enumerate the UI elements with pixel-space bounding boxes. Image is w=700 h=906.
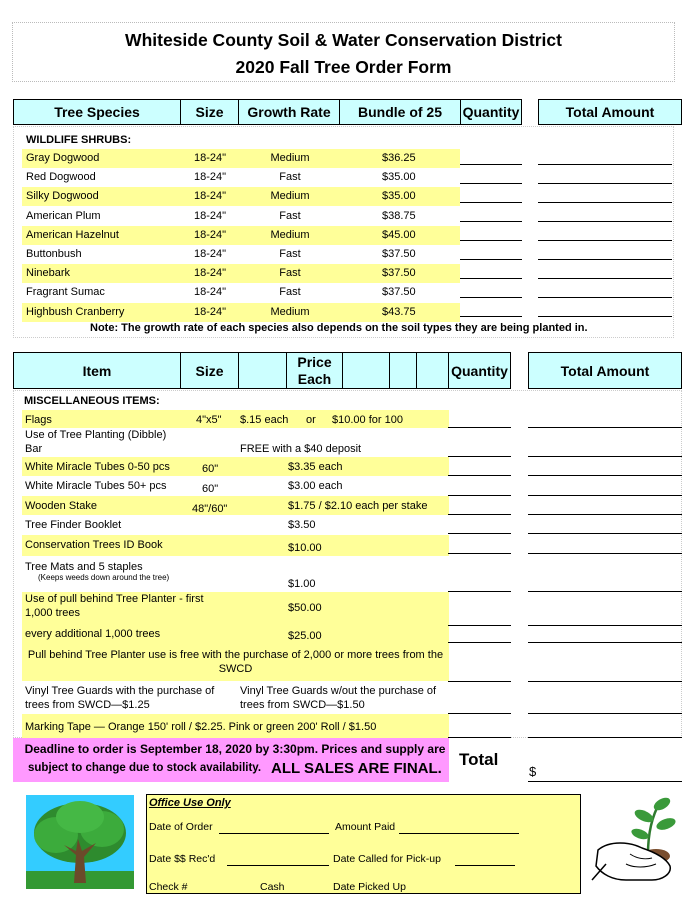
date-called-field[interactable] [455,865,515,866]
stake-price: $1.75 / $2.10 each per stake [288,500,428,512]
tree-name: Highbush Cranberry [26,306,125,318]
total-amount-line[interactable] [528,533,682,534]
date-of-order-field[interactable] [219,833,329,834]
header-tree-species: Tree Species [13,99,181,125]
total-amount-line[interactable] [528,514,682,515]
total-amount-line[interactable] [528,475,682,476]
tree-bundle-price: $35.00 [382,171,416,183]
total-amount-line[interactable] [528,642,682,643]
date-of-order-label: Date of Order [149,821,213,833]
oak-tree-icon [26,795,134,889]
tree-size: 18-24" [194,248,227,260]
guards-without: Vinyl Tree Guards w/out the purchase of trees from SWCD—$1.50 [240,685,437,711]
header-size: Size [180,99,239,125]
tree-size: 18-24" [194,306,227,318]
tubes1-name: White Miracle Tubes 0-50 pcs [25,461,170,473]
deadline-line-1: Deadline to order is September 18, 2020 by 3:30pm. Prices and supply are [24,742,446,756]
date-picked-up-field[interactable] [421,893,511,894]
total-amount-line[interactable] [538,183,672,184]
tree-name: Gray Dogwood [26,152,100,164]
dibble-name: Use of Tree Planting (Dibble) Bar [25,429,167,455]
dibble-price: FREE with a $40 deposit [240,443,362,455]
header-blank-3 [389,352,417,389]
additional-price: $25.00 [288,630,322,642]
tree-name: Buttonbush [26,248,82,260]
amount-paid-field[interactable] [399,833,519,834]
tree-bundle-price: $35.00 [382,190,416,202]
tree-name: Red Dogwood [26,171,96,183]
flags-or: or [306,414,316,426]
quantity-line[interactable] [448,737,511,738]
idbook-name: Conservation Trees ID Book [25,539,163,551]
marking-tape: Marking Tape — Orange 150' roll / $2.25. Pink or green 200' Roll / $1.50 [25,721,377,733]
quantity-line[interactable] [448,625,511,626]
quantity-line[interactable] [460,259,522,260]
tubes1-price: $3.35 each [288,461,343,473]
amount-paid-label: Amount Paid [335,821,396,833]
header-bundle: Bundle of 25 [339,99,461,125]
tree-size: 18-24" [194,267,227,279]
tree-row [0,306,460,320]
tree-bundle-price: $37.50 [382,248,416,260]
total-amount-line[interactable] [528,427,682,428]
tubes2-size: 60" [202,483,219,495]
total-amount-line[interactable] [528,495,682,496]
planter-name: Use of pull behind Tree Planter - first 1,000 trees [25,593,204,619]
planter-free-note: Pull behind Tree Planter use is free with the purchase of 2,000 or more trees from the SWCD [27,649,444,675]
cash-field[interactable] [287,893,331,894]
form-title: 2020 Fall Tree Order Form [235,57,452,77]
tree-size: 18-24" [194,210,227,222]
tree-row [0,152,460,166]
tree-row [0,171,460,185]
tree-growth-rate: Fast [279,267,301,279]
quantity-line[interactable] [448,533,511,534]
tree-bundle-price: $38.75 [382,210,416,222]
total-amount-line[interactable] [538,164,672,165]
header-quantity: Quantity [460,99,522,125]
office-use-box [146,794,581,894]
tree-growth-rate: Fast [279,210,301,222]
tree-growth-rate: Medium [270,190,310,202]
flags-price-100: $10.00 for 100 [332,414,403,426]
total-amount-line[interactable] [538,316,672,317]
all-sales-final: ALL SALES ARE FINAL. [271,760,442,777]
total-label: Total [459,750,499,769]
tree-size: 18-24" [194,171,227,183]
hand-seedling-icon [590,794,682,894]
tubes2-name: White Miracle Tubes 50+ pcs [25,480,167,492]
flags-price-each: $.15 each [240,414,289,426]
planter-price: $50.00 [288,602,322,614]
total-amount-line[interactable] [538,240,672,241]
total-amount-line[interactable] [538,202,672,203]
mats-name: Tree Mats and 5 staples [25,561,143,573]
cash-label: Cash [260,881,285,893]
org-title: Whiteside County Soil & Water Conservation District [125,30,562,50]
tree-row [0,286,460,300]
tree-name: American Hazelnut [26,229,119,241]
quantity-line[interactable] [448,514,511,515]
tree-name: Silky Dogwood [26,190,99,202]
guards-with: Vinyl Tree Guards with the purchase of trees from SWCD—$1.25 [25,685,215,711]
quantity-line[interactable] [448,591,511,592]
quantity-line[interactable] [448,456,511,457]
tree-name: Fragrant Sumac [26,286,105,298]
booklet-price: $3.50 [288,519,316,531]
flags-size: 4"x5" [196,414,222,426]
booklet-name: Tree Finder Booklet [25,519,122,531]
tree-bundle-price: $37.50 [382,267,416,279]
total-amount-line[interactable] [528,781,682,782]
tree-growth-rate: Fast [279,286,301,298]
tree-growth-rate: Medium [270,229,310,241]
additional-name: every additional 1,000 trees [25,628,161,640]
category-misc: MISCELLANEOUS ITEMS: [24,395,160,407]
header-price-each: Price Each [286,352,343,389]
tree-row [0,248,460,262]
header-item: Item [13,352,181,389]
total-amount-line[interactable] [538,221,672,222]
growth-note: Note: The growth rate of each species also depends on the soil types they are being planted in. [90,322,588,334]
tree-size: 18-24" [194,286,227,298]
date-received-label: Date $$ Rec'd [149,853,216,865]
header-blank-2 [342,352,390,389]
tree-bundle-price: $45.00 [382,229,416,241]
total-amount-line[interactable] [528,625,682,626]
total-amount-line[interactable] [538,297,672,298]
header-misc-total: Total Amount [528,352,682,389]
tree-name: Ninebark [26,267,71,279]
tree-growth-rate: Medium [270,306,310,318]
total-amount-line[interactable] [528,681,682,682]
total-amount-line[interactable] [538,259,672,260]
tree-bundle-price: $37.50 [382,286,416,298]
tree-growth-rate: Medium [270,152,310,164]
tree-size: 18-24" [194,152,227,164]
flags-name: Flags [25,414,52,426]
tubes2-price: $3.00 each [288,480,343,492]
total-amount-line[interactable] [538,278,672,279]
quantity-line[interactable] [448,553,511,554]
stake-name: Wooden Stake [25,500,97,512]
quantity-line[interactable] [460,278,522,279]
tree-name: American Plum [26,210,101,222]
total-amount-line[interactable] [528,591,682,592]
date-called-label: Date Called for Pick-up [333,853,441,865]
quantity-line[interactable] [448,475,511,476]
total-amount-line[interactable] [528,737,682,738]
date-received-field[interactable] [227,865,329,866]
quantity-line[interactable] [460,202,522,203]
header-total-amount: Total Amount [538,99,682,125]
category-wildlife-shrubs: WILDLIFE SHRUBS: [26,134,132,146]
quantity-line[interactable] [460,240,522,241]
quantity-line[interactable] [448,642,511,643]
total-amount-line[interactable] [528,713,682,714]
quantity-line[interactable] [448,427,511,428]
tree-bundle-price: $43.75 [382,306,416,318]
header-blank-1 [238,352,287,389]
check-number-field[interactable] [193,893,257,894]
total-amount-line[interactable] [528,456,682,457]
total-dollar: $ [529,764,537,779]
deadline-line-2: subject to change due to stock availability. [28,762,262,774]
tree-size: 18-24" [194,190,227,202]
quantity-line[interactable] [460,316,522,317]
quantity-line[interactable] [460,183,522,184]
tree-bundle-price: $36.25 [382,152,416,164]
idbook-price: $10.00 [288,542,322,554]
tree-row [0,267,460,281]
total-amount-line[interactable] [528,553,682,554]
tree-row [0,190,460,204]
date-picked-up-label: Date Picked Up [333,881,406,893]
header-growth-rate: Growth Rate [238,99,340,125]
tree-row [0,229,460,243]
check-number-label: Check # [149,881,188,893]
quantity-line[interactable] [460,297,522,298]
tree-size: 18-24" [194,229,227,241]
tree-growth-rate: Fast [279,248,301,260]
quantity-line[interactable] [448,495,511,496]
quantity-line[interactable] [460,164,522,165]
header-misc-size: Size [180,352,239,389]
tubes1-size: 60" [202,463,219,475]
header-blank-4 [416,352,449,389]
quantity-line[interactable] [460,221,522,222]
title-block [12,22,675,82]
office-use-title: Office Use Only [149,797,231,809]
header-misc-quantity: Quantity [448,352,511,389]
tree-row [0,210,460,224]
quantity-line[interactable] [448,681,511,682]
tree-growth-rate: Fast [279,171,301,183]
mats-note: (Keeps weeds down around the tree) [38,573,170,582]
stake-size: 48"/60" [192,503,228,515]
quantity-line[interactable] [448,713,511,714]
mats-price: $1.00 [288,578,316,590]
